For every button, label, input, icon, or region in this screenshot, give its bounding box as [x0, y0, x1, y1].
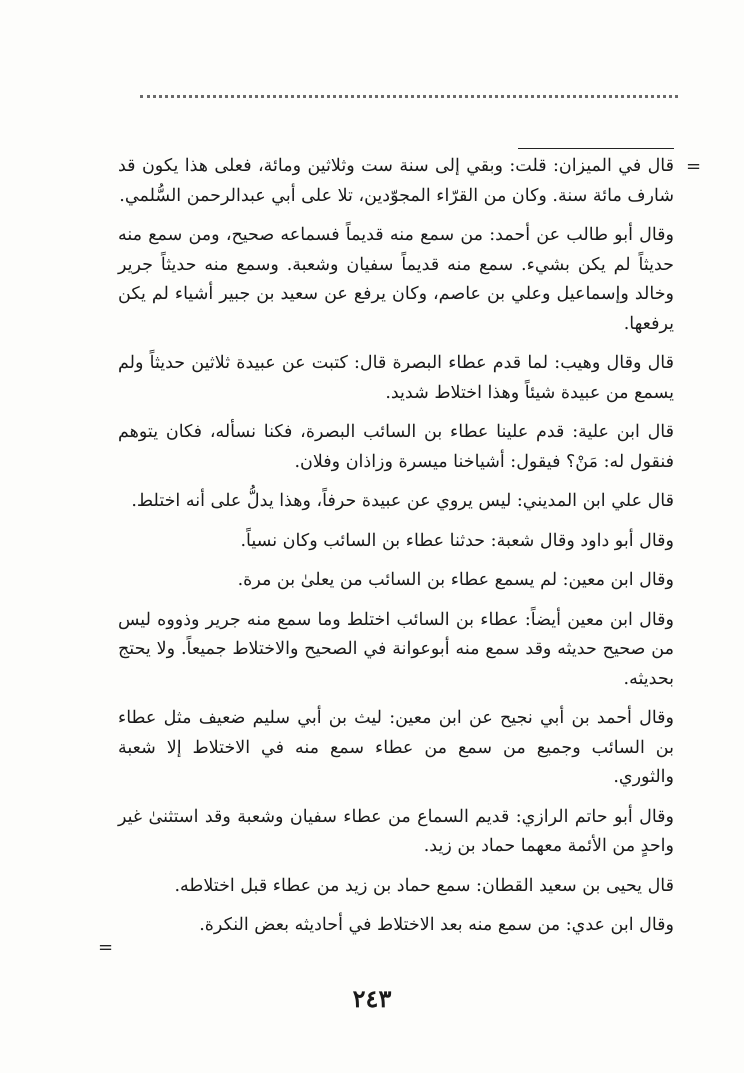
paragraph: وقال ابن معين أيضاً: عطاء بن السائب اختلط وما سمع منه جرير وذووه ليس من صحيح حديثه وقد سمع منه أبوعوانة في الصحيح والاختلاط جميعاً. ولا يحتج بحديثه. [118, 609, 674, 689]
paragraph: وقال أبو حاتم الرازي: قديم السماع من عطاء سفيان وشعبة وقد استثنىٰ غير واحدٍ من الأئمة معهما حماد بن زيد. [118, 806, 674, 856]
header-dotted-rule [140, 95, 678, 98]
paragraph: وقال أبو داود وقال شعبة: حدثنا عطاء بن السائب وكان نسياً. [240, 530, 674, 551]
paragraph: وقال أحمد بن أبي نجيح عن ابن معين: ليث بن أبي سليم ضعيف مثل عطاء بن السائب وجميع من سمع من عطاء سمع منه في الاختلاط إلا شعبة والثوري. [118, 708, 674, 787]
paragraph: وقال أبو طالب عن أحمد: من سمع منه قديماً فسماعه صحيح، ومن سمع منه حديثاً لم يكن بشيء. سمع منه قديماً سفيان وشعبة. وسمع منه حديثاً جرير وخالد وإسماعيل وعلي بن عاصم، وكان يرفع عن سعيد بن جبير أشياء لم يكن يرفعها. [118, 225, 674, 334]
paragraph: قال علي ابن المديني: ليس يروي عن عبيدة حرفاً، وهذا يدلُّ على أنه اختلط. [131, 491, 674, 511]
paragraph: وقال ابن معين: لم يسمع عطاء بن السائب من يعلىٰ بن مرة. [237, 570, 674, 590]
paragraph: قال وقال وهيب: لما قدم عطاء البصرة قال: كتبت عن عبيدة ثلاثين حديثاً ولم يسمع من عبيدة شيئاً وهذا اختلاط شديد. [118, 353, 674, 403]
margin-mark-top: = [686, 156, 702, 177]
top-rule [518, 148, 674, 149]
paragraph: قال يحيى بن سعيد القطان: سمع حماد بن زيد من عطاء قبل اختلاطه. [174, 875, 674, 896]
paragraph: قال في الميزان: قلت: وبقي إلى سنة ست وثلاثين ومائة، فعلى هذا يكون قد شارف مائة سنة. وكان من القرّاء المجوّدين، تلا على أبي عبدالرحمن السُّلمي. [118, 156, 674, 206]
page-body [118, 152, 674, 951]
paragraph: وقال ابن عدي: من سمع منه بعد الاختلاط في أحاديثه بعض النكرة. [199, 915, 674, 935]
paragraph: قال ابن علية: قدم علينا عطاء بن السائب البصرة، فكنا نسأله، فكان يتوهم فنقول له: مَنْ؟ فيقول: أشياخنا ميسرة وزاذان وفلان. [118, 422, 674, 472]
margin-mark-bottom: = [98, 937, 114, 958]
page-number: ٢٤٣ [352, 984, 392, 1013]
